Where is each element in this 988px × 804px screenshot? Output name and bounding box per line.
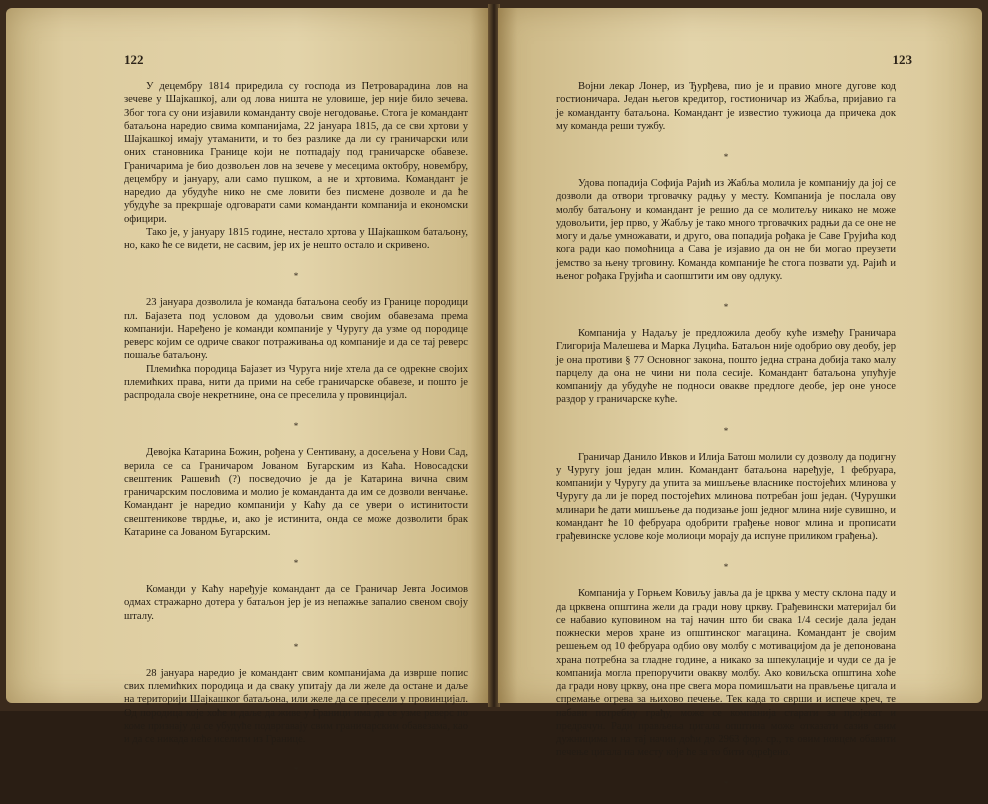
paragraph: Тако је, у јануару 1815 године, нестало хртова у Шајкашком батаљону, но, како ће се видети, не сасвим, јер их је нешто остало и скривено. <box>124 226 468 251</box>
section-separator: * <box>723 562 729 573</box>
paragraph: 23 јануара дозволила је команда батаљона сеобу из Границе породици пл. Бајазета под условом да удовољи свим својим обавезама према компанији. Наређено је команди компаније у Чуругу да узме од породице реверс којим се одриче сваког потраживања од компаније и да се тај реверс пошаље батаљону. <box>124 297 468 362</box>
page-number: 123 <box>892 52 912 67</box>
paragraph: Војни лекар Лонер, из Ђурђева, пио је и правио многе дугове код гостионичара. Један његов кредитор, гостионичар из Жабља, пријавио га је команданту батаљона. Командант је известио тужиоца да причека док му команда реши тужбу. <box>556 81 896 132</box>
section-separator: * <box>293 641 299 652</box>
page-number: 122 <box>124 52 144 67</box>
section-separator: * <box>293 558 299 568</box>
paragraph: Девојка Катарина Божин, рођена у Сентивану, а досељена у Нови Сад, верила се са Граничаром Јованом Бугарским из Каћа. Новосадски свештеник Рашевић (?) посведочио је да је Катарина вична свим граничарским пословима и молио је команданта да им се дозволи венчање. Командант је наредио компанији у Каћу да се увери о истинитости свештениковe тврдње, и, ако је истинита, онда се може дозволити брак Катарине са Јованом Бугарским. <box>124 447 468 538</box>
paragraph: У децембру 1814 приредила су господа из Петроварадина лов на зечеве у Шајкашкој, али од лова ништа не уловише, јер није било зечева. Због тога су они изјавили команданту своје негодовање. Стога је командант батаљона наредио свима компанијама, 22 јануара 1815, да се сви хртови у Шајкашкој имају утаманити, и то без разлике да ли су граничарски или оних становника Границе који не потпадају под граничарске обавезе. Граничарима је био дозвољен лов на зечеве у месецима октобру, новембру, децембру и јануару, али само пушком, а не и хртовима. Командант је наредио да убудуће нико не сме ловити без писмене дозволе и да ће убудуће за прекршаје одговарати сами команданти компанија и економски официри. <box>124 81 468 225</box>
paragraph: 28 јануара наредио је командант свим компанијама да изврше попис свих племићких породица и да сваку упитају да ли желе да остане и даље на територији Шајкашког батаљона, или желе да се пресели у провинцијал. Од породица које хоће и даље да живе у Граници има да се узме реверс по коме признају да се убудуће подвргавају свим граничарским обавезама, као и да се никада неће иселити из Границе. <box>124 667 468 745</box>
section-separator: * <box>723 778 729 789</box>
section-separator: * <box>293 271 299 282</box>
paragraph: Удова попадија Софија Рајић из Жабља молила је компанију да јој се дозволи да отвори трговачку радњу у месту. Компанија је послала ову молбу батаљону и командант је решио да се молитељу никако не може удовољити, јер прво, у Жабљу је тако много трговачких радњи да се оне не могу и даље умножавати, и друго, ова попадија рођака је Саве Грујића код кога ради као помоћница а Сава је изјавио да он не би могао преузети јемство за њену трговину. Команда компаније ће стога позвати уд. Рајић и њеног рођака Грујића и саопштити им ову одлуку. <box>556 178 896 282</box>
section-separator: * <box>723 425 729 436</box>
left-page <box>6 8 490 776</box>
right-page <box>498 8 982 789</box>
paragraph: Компанија у Надаљу је предложила деобу куће између Граничара Глигорија Малешева и Марка Луцића. Батаљон није одобрио ову деобу, јер је она противи § 77 Основног закона, пошто једна страна добија тако малу парцелу да она не чини ни пола сесије. Командант батаљона упућује компанију да убудуће не подноси овакве предлоге деобе, јер оне уносе раздор у граничарске куће. <box>556 328 896 406</box>
paragraph: Команди у Каћу наређује командант да се Граничар Јевта Јосимов одмах стражарно дотера у батаљон јер је из непажње запалио свеном своју шталу. <box>124 584 468 622</box>
section-separator: * <box>293 421 299 432</box>
page-text <box>556 80 896 804</box>
section-separator: * <box>723 152 729 162</box>
section-separator: * <box>293 765 299 776</box>
section-separator: * <box>723 302 729 312</box>
paragraph: Племићка породица Бајазет из Чуруга није хтела да се одрекне својих племићких права, нити да прими на себе граничарске обавезе, и пошто је распродала своје некретнине, она се преселила у провинцијал. <box>124 363 468 401</box>
paragraph: Компанија у Горњем Ковиљу јавља да је црква у месту склона паду и да црквена општина жели да гради нову цркву. Грађевински материјал би се набавио куповином на тај начин што би свака 1/4 сесије дала један пожнески меров хране из општинског магацина. Командант је својим решењем од 10 фебруара одбио ову молбу с мотивацијом да је депонована храна потребна за гладне године, а никако за шпекулације и чуди се да је компанија могла препоручити овакву молбу. Ако ковиљска општина хоће да гради нову цркву, она пре свега мора помишљати на прављење цигала и спремање огрева за њихово печење. Тек када то сврши и испече креч, те набави потребну грађу, може се компанија старати за пројекат и предрачун. Ради прављења цигала општина може отказати сазив свим дужницима и на тај начин доћи до 2963 фор. ср., те овим новцем обавити печење цигала на месту које ће за то бити одређено. <box>556 588 896 759</box>
page-text <box>124 80 468 790</box>
paragraph: Граничар Данило Ивков и Илија Батош молили су дозволу да подигну у Чуругу још један млин. Командант батаљона наређује, 1 фебруара, компанији у Чуругу да упита за мишљење власнике постојећих млинова у Чуругу да ли је поред постојећих млинова потребан још један. (Чурушки млинари ће дати мишљење да подизање још једног млина није сувишно, и командант ће 10 фебруара одобрити грађење новог млина и прописати грађевинске услове које молиоци морају да испуне приликом грађења). <box>556 451 896 542</box>
